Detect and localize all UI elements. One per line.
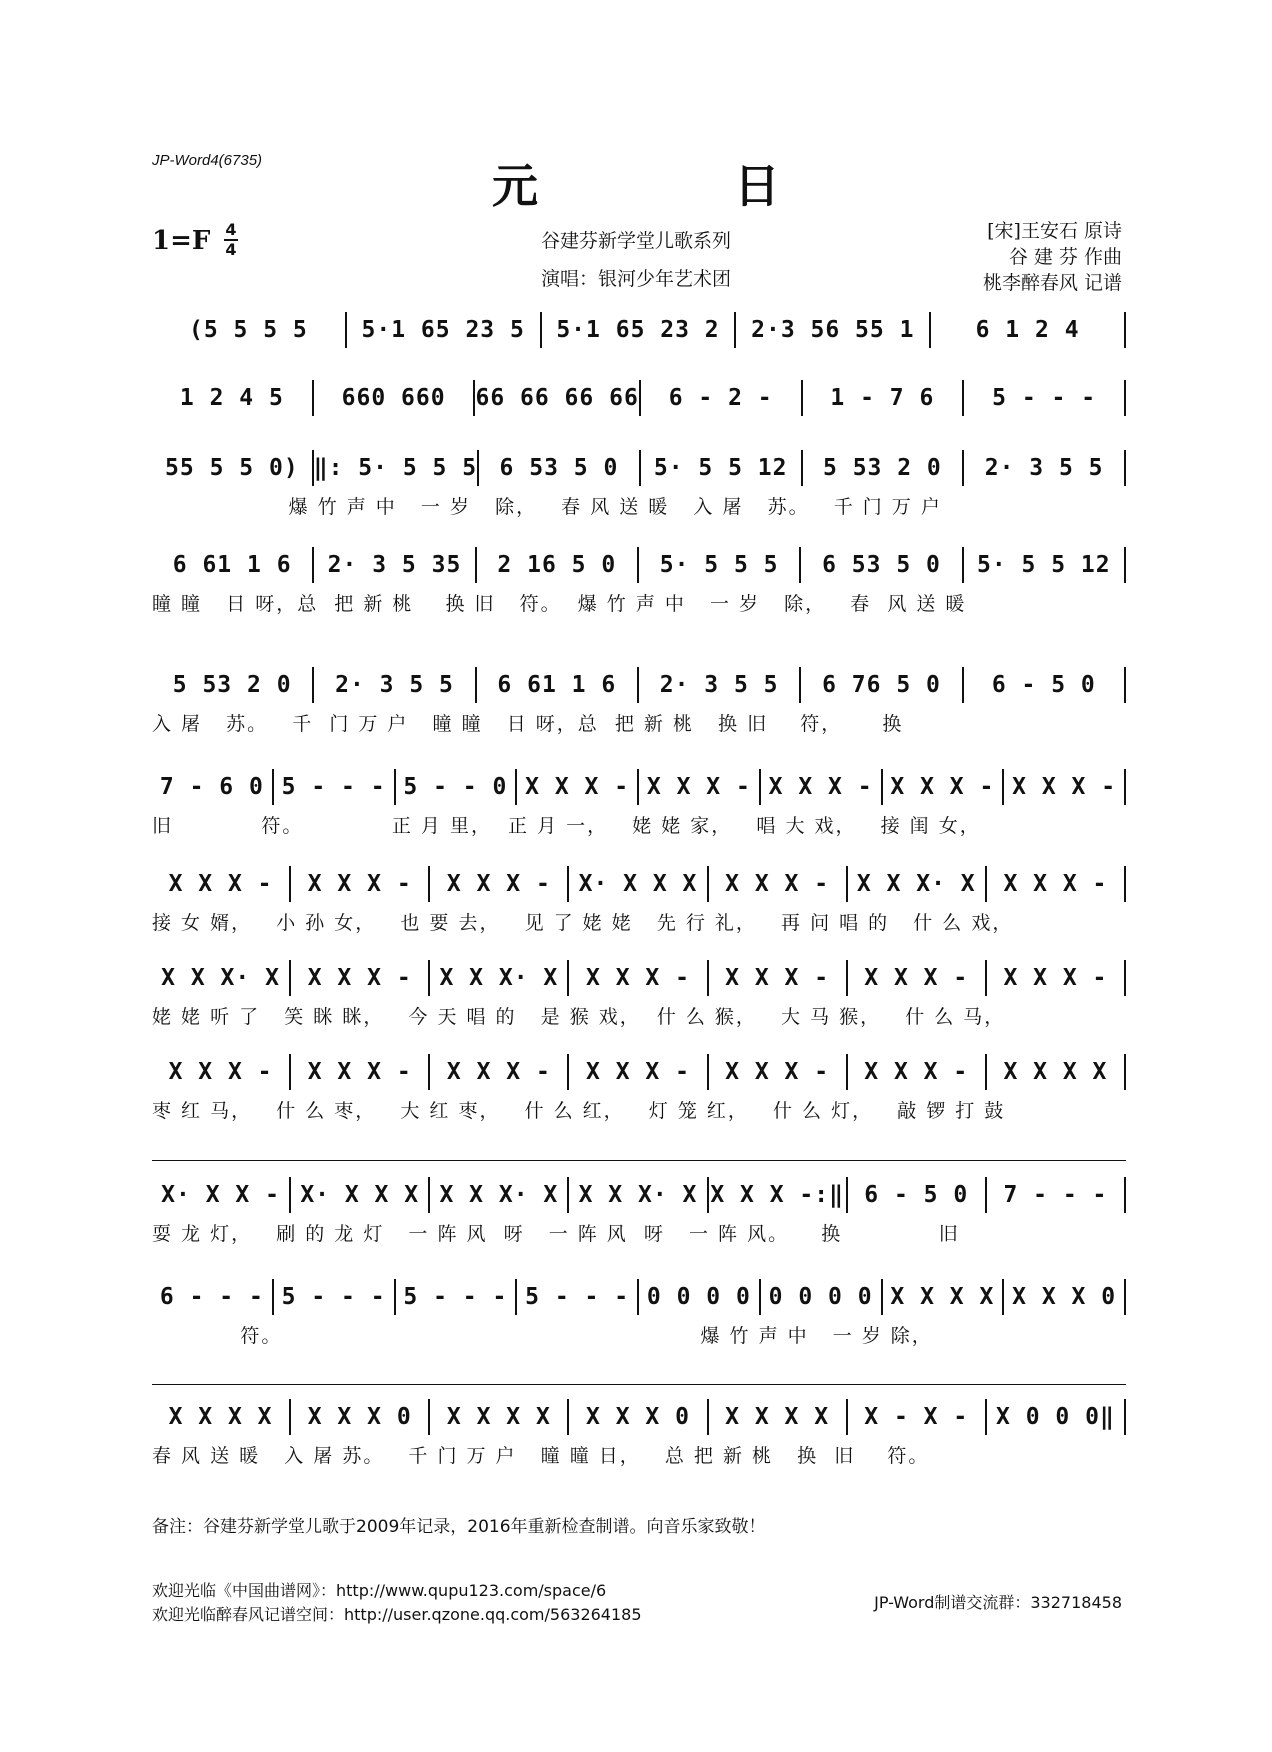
notation-line xyxy=(152,1397,1126,1437)
notation-line xyxy=(152,310,1126,350)
barline xyxy=(1124,1399,1126,1435)
lyric-line: 旧 符。 正 月 里， 正 月 一， 姥 姥 家， 唱 大 戏， 接 闺 女， xyxy=(152,815,981,837)
measure: X X X - xyxy=(307,871,412,897)
measure: 6 - - - xyxy=(159,1284,264,1310)
barline xyxy=(1124,380,1126,416)
notation-line xyxy=(152,864,1126,904)
measure: X X X - xyxy=(725,965,830,991)
measure: X X X - xyxy=(168,1059,273,1085)
lyricist-credit: [宋]王安石 原诗 xyxy=(987,220,1122,242)
barline xyxy=(1124,866,1126,902)
volta-line xyxy=(152,1384,1126,1385)
measure: X - X - xyxy=(864,1404,969,1430)
measure: 6 61 1 6 xyxy=(497,672,617,698)
lyric-line: 耍 龙 灯， 刷 的 龙 灯 一 阵 风 呀 一 阵 风 呀 一 阵 风。 换 旧 xyxy=(152,1223,960,1245)
lyric-line: 符。 爆 竹 声 中 一 岁 除， xyxy=(152,1325,933,1347)
measure: X X X 0 xyxy=(307,1404,412,1430)
measure: 2·3 56 55 1 xyxy=(751,317,915,343)
barline xyxy=(1124,667,1126,703)
measure: X X X X xyxy=(890,1284,995,1310)
song-title: 元 日 xyxy=(491,159,870,213)
software-label: JP-Word4(6735) xyxy=(152,152,263,169)
measure: 2· 3 5 35 xyxy=(327,552,462,578)
measure: 2· 3 5 5 xyxy=(659,672,779,698)
key-signature: 1=F xyxy=(152,226,211,256)
remark: 备注：谷建芬新学堂儿歌于2009年记录，2016年重新检查制谱。向音乐家致敬！ xyxy=(152,1517,766,1537)
measure: X· X X X xyxy=(300,1182,420,1208)
transcriber-credit: 桃李醉春风 记谱 xyxy=(982,272,1122,294)
barline xyxy=(1124,312,1126,348)
notation-line xyxy=(152,1277,1126,1317)
lyric-line: 春 风 送 暖 入 屠 苏。 千 门 万 户 曈 曈 日， 总 把 新 桃 换 旧 符。 xyxy=(152,1445,930,1467)
measure: 6 53 5 0 xyxy=(822,552,941,578)
measure: X X X X xyxy=(446,1404,551,1430)
measure: X X X - xyxy=(768,774,873,800)
measure: 5 - - - xyxy=(525,1284,630,1310)
measure: ‖: 5· 5 5 5 xyxy=(313,455,478,481)
time-signature-top: 4 xyxy=(225,220,237,239)
measure: X X X - xyxy=(446,1059,551,1085)
measure: 7 - - - xyxy=(1003,1182,1108,1208)
measure: 5 53 2 0 xyxy=(172,672,292,698)
footer-website: 欢迎光临《中国曲谱网》：http://www.qupu123.com/space/6 xyxy=(152,1581,607,1600)
measure: 0 0 0 0 xyxy=(646,1284,751,1310)
footer-space: 欢迎光临醉春风记谱空间：http://user.qzone.qq.com/563264185 xyxy=(152,1605,642,1624)
measure: X X X - xyxy=(525,774,630,800)
measure: 1 2 4 5 xyxy=(179,385,284,411)
measure: X X X 0 xyxy=(586,1404,690,1430)
measure: X X X - xyxy=(446,871,551,897)
measure: X X X -:‖ xyxy=(710,1182,844,1208)
measure: 2· 3 5 5 xyxy=(984,455,1104,481)
measure: X X X X xyxy=(168,1404,273,1430)
measure: 6 - 2 - xyxy=(668,385,773,411)
barline xyxy=(1124,1279,1126,1315)
measure: X X X - xyxy=(864,1059,969,1085)
measure: 6 53 5 0 xyxy=(499,455,619,481)
notation-line xyxy=(152,1175,1126,1215)
measure: X X X - xyxy=(646,774,751,800)
measure: 0 0 0 0 xyxy=(768,1284,873,1310)
notation-line xyxy=(152,1052,1126,1092)
barline xyxy=(1124,960,1126,996)
measure: 5 - - - xyxy=(281,774,386,800)
measure: X X X - xyxy=(725,1059,830,1085)
measure: 5 - - - xyxy=(992,385,1097,411)
notation-line xyxy=(152,378,1126,418)
measure: X X X· X xyxy=(439,1182,559,1208)
measure: X X X - xyxy=(586,1059,690,1085)
notation-line xyxy=(152,448,1126,488)
volta-line xyxy=(152,1160,1126,1161)
singer-credit: 演唱：银河少年艺术团 xyxy=(540,268,731,290)
measure: X· X X - xyxy=(161,1182,280,1208)
measure: 5·1 65 23 2 xyxy=(556,317,720,343)
measure: 2· 3 5 5 xyxy=(335,672,454,698)
measure: 5·1 65 23 5 xyxy=(361,317,525,343)
composer-credit: 谷 建 芬 作曲 xyxy=(1008,246,1122,268)
measure: X X X - xyxy=(1012,774,1117,800)
series-subtitle: 谷建芬新学堂儿歌系列 xyxy=(540,230,731,252)
measure: (5 5 5 5 xyxy=(189,317,308,343)
measure: X X X - xyxy=(1003,965,1108,991)
measure: X X X 0 xyxy=(1012,1284,1117,1310)
measure: X X X - xyxy=(1003,871,1108,897)
measure: 2 16 5 0 xyxy=(497,552,617,578)
measure: 6 1 2 4 xyxy=(975,317,1080,343)
measure: X X X X xyxy=(1003,1059,1108,1085)
lyric-line: 入 屠 苏。 千 门 万 户 瞳 瞳 日 呀，总 把 新 桃 换 旧 符， 换 xyxy=(152,713,904,735)
measure: X X X - xyxy=(725,871,830,897)
time-signature-bottom: 4 xyxy=(225,240,237,259)
measure: X 0 0 0‖ xyxy=(996,1404,1115,1430)
measure: X X X - xyxy=(307,1059,412,1085)
measure: 6 61 1 6 xyxy=(172,552,292,578)
measure: 5· 5 5 12 xyxy=(653,455,788,481)
measure: X X X· X xyxy=(856,871,976,897)
measure: X· X X X xyxy=(578,871,698,897)
measure: X X X X xyxy=(725,1404,830,1430)
measure: 1 - 7 6 xyxy=(830,385,935,411)
measure: 5 - - 0 xyxy=(403,774,508,800)
measure: 5 53 2 0 xyxy=(823,455,942,481)
lyric-line: 爆 竹 声 中 一 岁 除， 春 风 送 暖 入 屠 苏。 千 门 万 户 xyxy=(152,496,942,518)
measure: 6 76 5 0 xyxy=(822,672,941,698)
lyric-line: 瞳 瞳 日 呀，总 把 新 桃 换 旧 符。 爆 竹 声 中 一 岁 除， 春 风 送 暖 xyxy=(152,593,967,615)
lyric-line: 枣 红 马， 什 么 枣， 大 红 枣， 什 么 红， 灯 笼 红， 什 么 灯， 敲 锣 打 鼓 xyxy=(152,1100,1006,1122)
measure: 7 - 6 0 xyxy=(159,774,264,800)
barline xyxy=(1124,547,1126,583)
notation-line xyxy=(152,545,1126,585)
notation-line xyxy=(152,665,1126,705)
measure: 5 - - - xyxy=(281,1284,386,1310)
measure: 660 660 xyxy=(341,385,446,411)
measure: X X X· X xyxy=(161,965,280,991)
measure: 6 - 5 0 xyxy=(991,672,1096,698)
measure: X X X - xyxy=(307,965,412,991)
measure: X X X - xyxy=(168,871,273,897)
lyric-line: 姥 姥 听 了 笑 眯 眯， 今 天 唱 的 是 猴 戏， 什 么 猴， 大 马 猴， 什 么 马， xyxy=(152,1006,1006,1028)
measure: X X X - xyxy=(586,965,690,991)
measure: 5 - - - xyxy=(403,1284,508,1310)
measure: 5· 5 5 5 xyxy=(659,552,779,578)
measure: X X X - xyxy=(890,774,995,800)
barline xyxy=(1124,769,1126,805)
measure: X X X· X xyxy=(578,1182,698,1208)
measure: 55 5 5 0) xyxy=(165,455,299,481)
notation-line xyxy=(152,958,1126,998)
measure: 5· 5 5 12 xyxy=(976,552,1111,578)
footer-group: JP-Word制谱交流群：332718458 xyxy=(874,1593,1122,1612)
barline xyxy=(1124,1054,1126,1090)
barline xyxy=(1124,450,1126,486)
measure: X X X - xyxy=(864,965,969,991)
measure: X X X· X xyxy=(439,965,559,991)
measure: 66 66 66 66 xyxy=(475,385,639,411)
notation-line xyxy=(152,767,1126,807)
barline xyxy=(1124,1177,1126,1213)
measure: 6 - 5 0 xyxy=(864,1182,969,1208)
lyric-line: 接 女 婿， 小 孙 女， 也 要 去， 见 了 姥 姥 先 行 礼， 再 问 唱 的 什 么 戏， xyxy=(152,912,1014,934)
